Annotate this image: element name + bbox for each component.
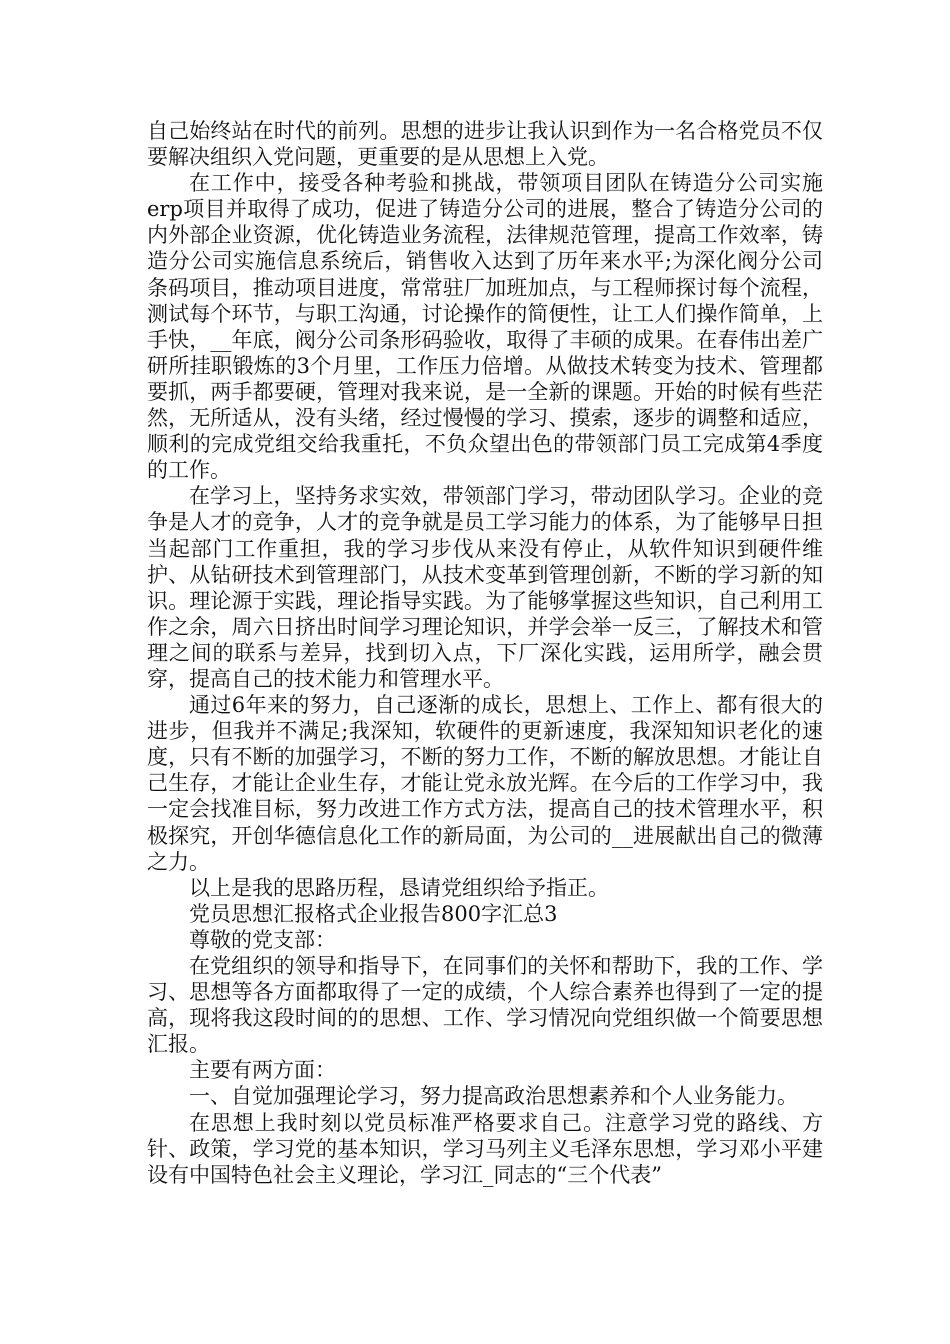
paragraph: 一、自觉加强理论学习，努力提高政治思想素养和个人业务能力。 <box>189 1084 798 1109</box>
paragraph: 在学习上，坚持务求实效，带领部门学习，带动团队学习。企业的竞争是人才的竞争，人才的竞争就是员工学习能力的体系，为了能够早日担当起部门工作重担，我的学习步伐从来没有停止，从软件知识到硬件维护、从钻研技术到管理部门，从技术变革到管理创新，不断的学习新的知识。理论源于实践，理论指导实践。为了能够掌握这些知识，自己利用工作之余，周六日挤出时间学习理论知识，并学会举一反三，了解技术和管理之间的联系与差异，找到切入点，下厂深化实践，运用所学，融会贯穿，提高自己的技术能力和管理水平。 <box>147 484 823 691</box>
document-body <box>147 118 823 1188</box>
paragraph: 通过6年来的努力，自己逐渐的成长，思想上、工作上、都有很大的进步，但我并不满足;我深知，软硬件的更新速度，我深知知识老化的速度，只有不断的加强学习，不断的努力工作，不断的解放思想。才能让自己生存，才能让企业生存，才能让党永放光辉。在今后的工作学习中，我一定会找准目标，努力改进工作方式方法，提高自己的技术管理水平，积极探究，开创华德信息化工作的新局面，为公司的__进展献出自己的微薄之力。 <box>147 693 823 874</box>
paragraph: 自己始终站在时代的前列。思想的进步让我认识到作为一名合格党员不仅要解决组织入党问题，更重要的是从思想上入党。 <box>147 119 823 170</box>
paragraph: 主要有两方面： <box>189 1058 336 1083</box>
paragraph: 以上是我的思路历程，恳请党组织给予指正。 <box>189 875 609 900</box>
section-title: 党员思想汇报格式企业报告800字汇总3 <box>189 901 558 926</box>
paragraph: 在工作中，接受各种考验和挑战，带领项目团队在铸造分公司实施erp项目并取得了成功，促进了铸造分公司的进展，整合了铸造分公司的内外部企业资源，优化铸造业务流程，法律规范管理，提高工作效率，铸造分公司实施信息系统后，销售收入达到了历年来水平;为深化阀分公司条码项目，推动项目进度，常常驻厂加班加点，与工程师探讨每个流程，测试每个环节，与职工沟通，讨论操作的简便性，让工人们操作简单，上手快，__年底，阀分公司条形码验收，取得了丰硕的成果。在春伟出差广研所挂职锻炼的3个月里，工作压力倍增。从做技术转变为技术、管理都要抓，两手都要硬，管理对我来说，是一全新的课题。开始的时候有些茫然，无所适从，没有头绪，经过慢慢的学习、摸索，逐步的调整和适应，顺利的完成党组交给我重托，不负众望出色的带领部门员工完成第4季度的工作。 <box>147 171 823 483</box>
paragraph: 在党组织的领导和指导下，在同事们的关怀和帮助下，我的工作、学习、思想等各方面都取得了一定的成绩，个人综合素养也得到了一定的提高，现将我这段时间的的思想、工作、学习情况向党组织做一个简要思想汇报。 <box>147 954 823 1057</box>
paragraph: 在思想上我时刻以党员标准严格要求自己。注意学习党的路线、方针、政策，学习党的基本知识，学习马列主义毛泽东思想，学习邓小平建设有中国特色社会主义理论，学习江_同志的“三个代表” <box>147 1110 823 1187</box>
salutation: 尊敬的党支部： <box>189 927 336 952</box>
